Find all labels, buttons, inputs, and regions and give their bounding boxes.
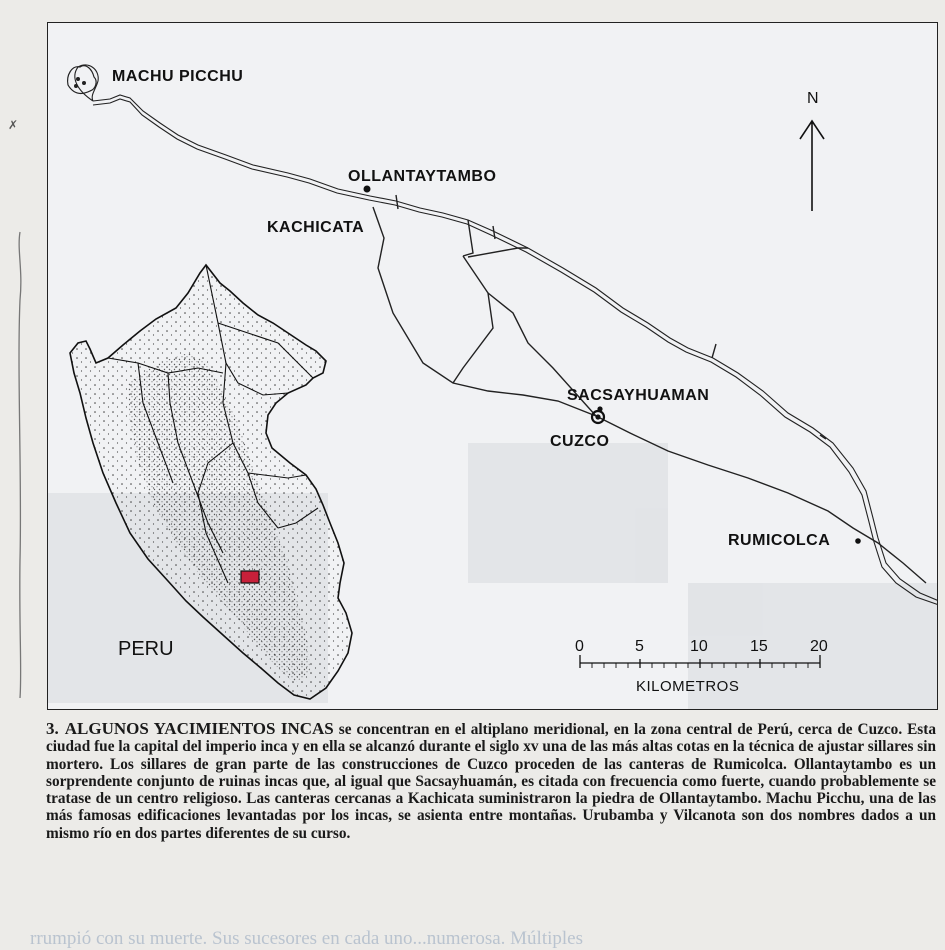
scale-unit: KILOMETROS bbox=[636, 678, 740, 695]
margin-mark: ✗ bbox=[8, 118, 19, 132]
north-arrow-icon bbox=[800, 121, 824, 211]
caption-line-5: incas que, al igual que Sacsayhuamán, es citada con frecuencia como fuerte, cuando probablemente se bbox=[264, 772, 936, 790]
caption-line-4: de Cuzco proceden de las canteras de Rumicolca. Ollantaytambo es un sorprendente conjunto de ruinas bbox=[46, 755, 936, 790]
label-rumicolca: RUMICOLCA bbox=[728, 532, 831, 549]
scale-tick-20: 20 bbox=[810, 638, 828, 655]
ollantaytambo-marker bbox=[364, 186, 371, 193]
study-area-highlight bbox=[241, 571, 259, 583]
caption-line-3: más altas cotas en la técnica de ajustar sillares sin mortero. Los sillares de gran parte de las construcciones bbox=[46, 738, 936, 773]
caption-line-2: cerca de Cuzco. Esta ciudad fue la capital del imperio inca y en ella se alcanzó durante el siglo xv una de las bbox=[46, 721, 937, 756]
caption-line-7: Machu Picchu, una de las más famosas edificaciones levantadas por los incas, se asienta entre montañas. bbox=[46, 790, 937, 825]
margin-pencil-stroke bbox=[14, 230, 26, 700]
label-cuzco: CUZCO bbox=[550, 433, 610, 450]
scale-tick-15: 15 bbox=[750, 638, 768, 655]
map-frame bbox=[47, 22, 938, 710]
label-kachicata: KACHICATA bbox=[267, 219, 365, 236]
label-sacsayhuaman: SACSAYHUAMAN bbox=[567, 387, 710, 404]
caption-line-8: Urubamba y Vilcanota son dos nombres dados a un mismo río en dos partes diferentes de su curso. bbox=[46, 807, 936, 842]
caption-lead: ALGUNOS YACIMIENTOS INCAS bbox=[64, 719, 334, 738]
north-label: N bbox=[807, 90, 819, 107]
sacsayhuaman-marker bbox=[597, 406, 602, 411]
label-machu-picchu: MACHU PICCHU bbox=[112, 68, 244, 85]
cuzco-marker-center bbox=[595, 414, 600, 419]
scale-tick-5: 5 bbox=[635, 638, 644, 655]
north-arrow bbox=[800, 90, 824, 211]
caption-line-6: tratase de un centro religioso. Las canteras cercanas a Kachicata suministraron la piedra de Ollantaytambo. bbox=[46, 790, 762, 808]
rumicolca-marker bbox=[855, 538, 861, 544]
scale-tick-0: 0 bbox=[575, 638, 584, 655]
caption-line-1: se concentran en el altiplano meridional, en la zona central de Perú, bbox=[333, 721, 793, 738]
map-canvas bbox=[48, 23, 938, 710]
scale-tick-10: 10 bbox=[690, 638, 708, 655]
label-peru: PERU bbox=[118, 638, 174, 660]
machu-picchu-site bbox=[68, 66, 96, 94]
label-ollantaytambo: OLLANTAYTAMBO bbox=[348, 168, 497, 185]
figure-caption bbox=[46, 720, 936, 842]
bleed-through-text: rrumpió con su muerte. Sus sucesores en cada uno...numerosa. Múltiples bbox=[30, 928, 583, 949]
caption-number: 3. bbox=[46, 719, 59, 738]
